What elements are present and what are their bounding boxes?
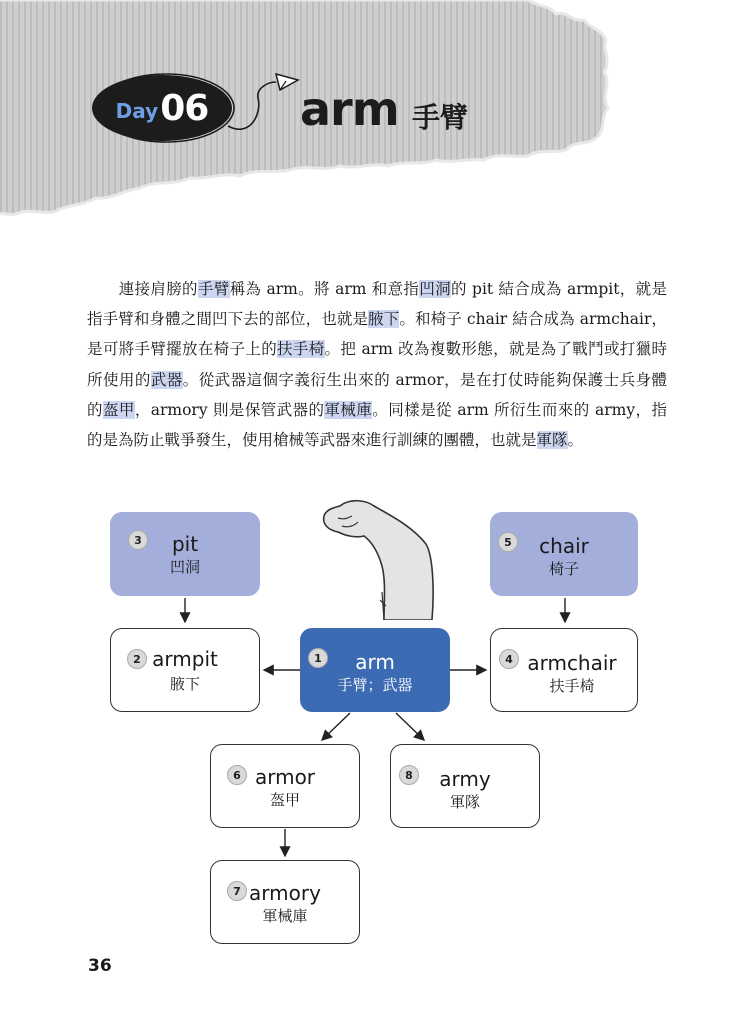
node-armchair [490, 628, 638, 712]
flexed-arm-icon [316, 496, 436, 620]
highlighted-term: 盔甲 [102, 400, 135, 419]
node-meaning: 椅子 [548, 560, 579, 578]
node-number-badge: 7 [227, 881, 247, 901]
node-number-badge: 1 [308, 648, 328, 668]
paragraph-text: ，armory 則是保管武器的 [134, 400, 325, 419]
paragraph-text: 稱為 arm。將 arm 和意指 [229, 280, 420, 298]
highlighted-term: 腋下 [368, 310, 400, 329]
node-word: armchair [527, 651, 617, 675]
day-badge [92, 75, 232, 141]
node-number-badge: 2 [127, 649, 147, 669]
paragraph-text: 。從武器這個字義衍生出來的 armor，是在打仗時能夠保護士兵身體的 [87, 370, 667, 419]
day-number: 06 [160, 87, 209, 129]
node-pit [110, 512, 260, 596]
node-word: arm [355, 650, 395, 674]
highlighted-term: 凹洞 [419, 280, 451, 298]
day-label: Day [115, 99, 159, 123]
highlighted-term: 軍械庫 [324, 400, 373, 419]
node-meaning: 手臂；武器 [337, 676, 413, 694]
node-word: army [439, 767, 491, 791]
node-number-badge: 4 [499, 649, 519, 669]
paragraph-text: 連接肩膀的 [118, 280, 198, 298]
node-word: pit [171, 532, 199, 556]
node-word: chair [539, 534, 589, 558]
paragraph-text: 。 [567, 431, 584, 450]
paragraph-text: 的 pit 結合成為 armpit，就是指手臂和身體之間凹下去的部位，也就是 [87, 280, 667, 329]
node-number-badge: 3 [128, 530, 148, 550]
highlighted-term: 武器 [150, 370, 183, 389]
title-word: arm [300, 82, 399, 136]
node-armpit [110, 628, 260, 712]
node-word: armpit [152, 647, 218, 671]
node-army [390, 744, 540, 828]
node-word: armory [249, 881, 321, 905]
highlighted-term: 手臂 [197, 280, 230, 298]
paragraph-text: 。同樣是從 arm 所衍生而來的 army，指的是為防止戰爭發生，使用槍械等武器來進行訓練的團體，也就是 [87, 400, 667, 450]
paragraph-text: 。和椅子 chair 結合成為 armchair，是可將手臂擺放在椅子上的 [87, 310, 667, 359]
highlighted-term: 軍隊 [536, 431, 568, 450]
node-number-badge: 8 [399, 765, 419, 785]
node-armory [210, 860, 360, 944]
page-number: 36 [88, 956, 112, 976]
node-chair [490, 512, 638, 596]
node-number-badge: 6 [227, 765, 247, 785]
explanation-paragraph [87, 274, 667, 455]
node-meaning: 凹洞 [169, 558, 200, 576]
title-word-chinese: 手臂 [412, 101, 469, 134]
node-meaning: 軍械庫 [262, 907, 308, 925]
node-meaning: 腋下 [169, 675, 200, 693]
paragraph-text: 。把 arm 改為複數形態，就是為了戰鬥或打獵時所使用的 [87, 340, 667, 389]
highlighted-term: 扶手椅 [277, 340, 325, 359]
node-meaning: 盔甲 [269, 791, 300, 809]
node-armor [210, 744, 360, 828]
node-word: armor [254, 765, 316, 789]
node-meaning: 軍隊 [449, 793, 480, 811]
node-meaning: 扶手椅 [549, 677, 595, 695]
node-arm [300, 628, 450, 712]
node-number-badge: 5 [498, 532, 518, 552]
